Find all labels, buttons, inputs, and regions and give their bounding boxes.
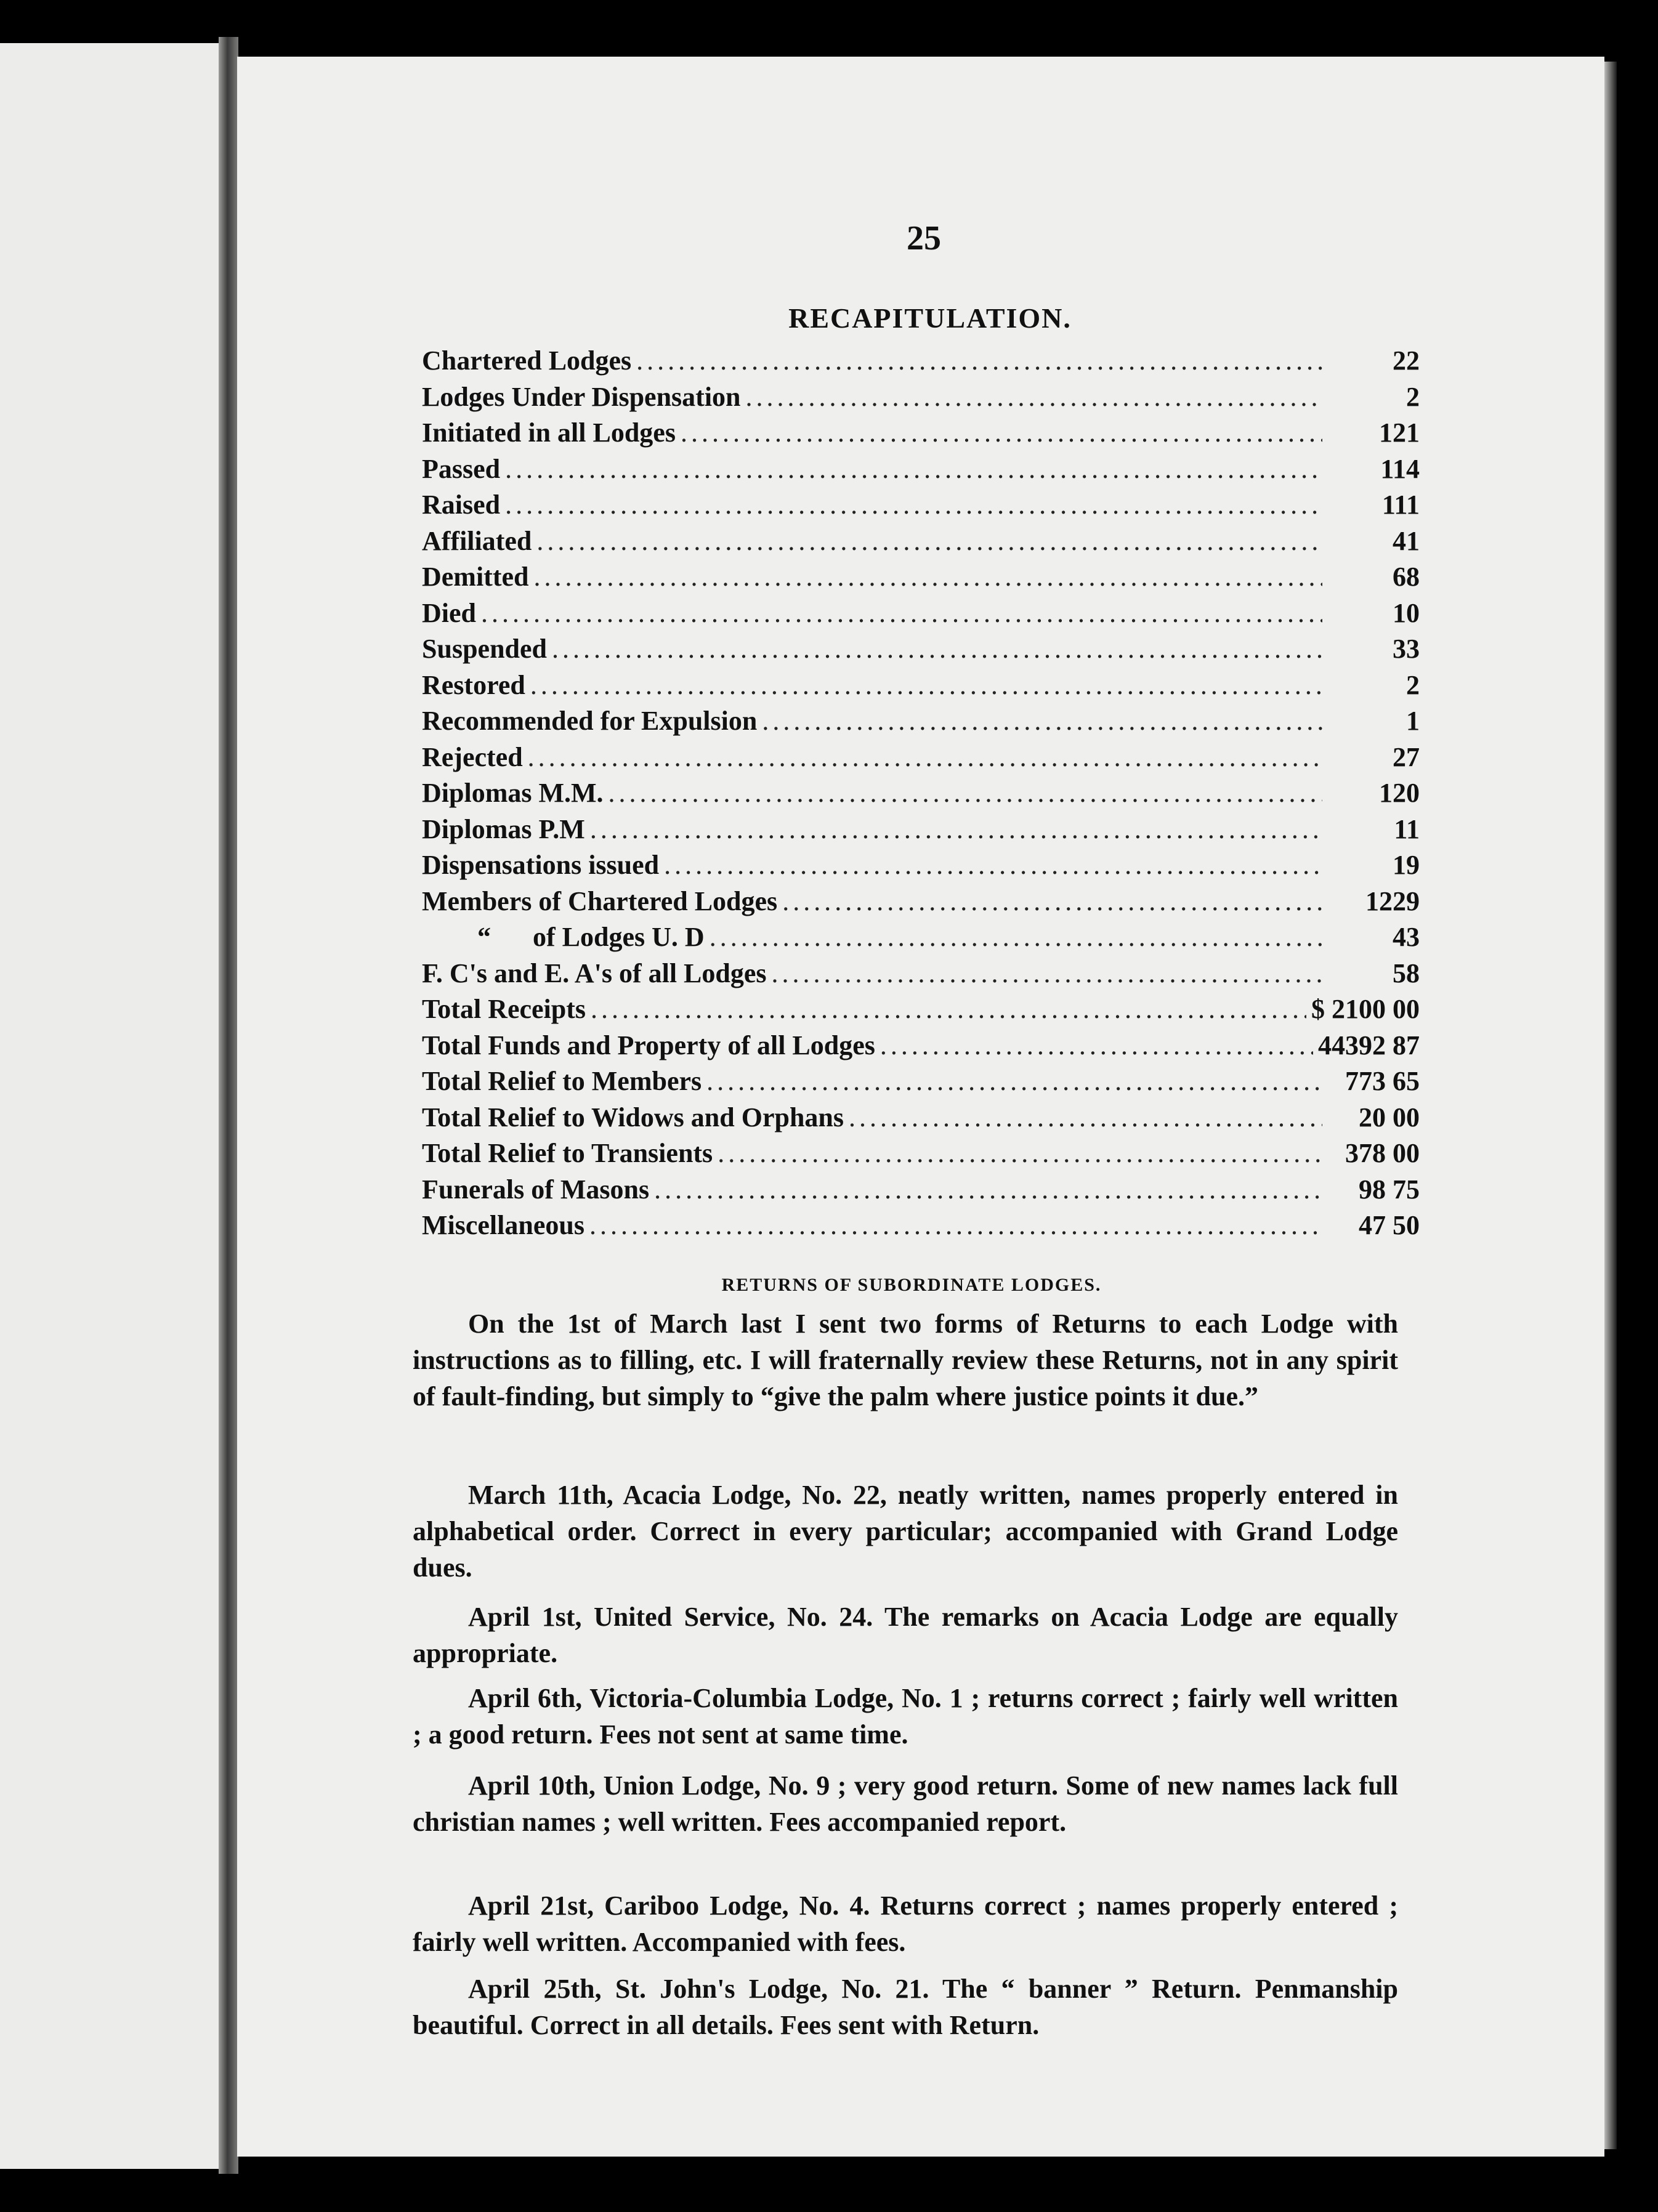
recap-row [422, 561, 1420, 597]
recap-label: F. C's and E. A's of all Lodges [422, 958, 767, 988]
dot-leader [505, 489, 1322, 520]
recap-row [422, 921, 1420, 958]
recap-label: Rejected [422, 741, 523, 772]
recap-label: Affiliated [422, 525, 532, 556]
recap-label: Restored [422, 669, 525, 700]
recap-label: of Lodges U. D [533, 922, 705, 952]
recap-value: $ 2100 00 [1311, 994, 1420, 1024]
paragraph: April 21st, Cariboo Lodge, No. 4. Returns correct ; names properly entered ; fairly well written. Accompanied with fees. [413, 1891, 1398, 1957]
recap-label: Miscellaneous [422, 1210, 584, 1240]
section-title: RECAPITULATION. [788, 302, 1072, 334]
recap-row [422, 453, 1420, 490]
recap-label: Initiated in all Lodges [422, 418, 676, 448]
returns-section-title: RETURNS OF SUBORDINATE LODGES. [721, 1275, 1102, 1295]
recap-label: Diplomas M.M. [422, 778, 604, 808]
recap-value: 98 75 [1359, 1174, 1420, 1205]
recap-row [422, 741, 1420, 778]
paragraph: March 11th, Acacia Lodge, No. 22, neatly written, names properly entered in alphabetical order. Correct in every particular; accompanied with Grand Lodge dues. [413, 1480, 1398, 1583]
recap-value: 20 00 [1359, 1102, 1420, 1132]
dot-leader [534, 561, 1323, 592]
recap-label: Recommended for Expulsion [422, 706, 758, 736]
page-edge-shadow [1604, 62, 1617, 2149]
dot-leader [762, 705, 1322, 737]
recap-label: Diplomas P.M [422, 813, 585, 844]
recap-label: Suspended [422, 634, 548, 664]
recapitulation-table [422, 345, 1420, 1246]
recap-label: Total Funds and Property of all Lodges [422, 1030, 875, 1060]
recap-row [422, 993, 1420, 1030]
dot-leader [528, 741, 1322, 773]
recap-row [422, 669, 1420, 706]
dot-leader [481, 597, 1322, 629]
recap-row [422, 525, 1420, 562]
recap-value: 121 [1379, 418, 1420, 448]
recap-label: Lodges Under Dispensation [422, 381, 741, 412]
recap-row [422, 633, 1420, 669]
recap-value: 11 [1394, 813, 1420, 844]
paragraph: April 25th, St. John's Lodge, No. 21. The “ banner ” Return. Penmanship beautiful. Correct in all details. Fees sent with Return. [413, 1974, 1398, 2040]
dot-leader [782, 886, 1322, 917]
recap-label: Passed [422, 453, 501, 484]
recap-row [422, 489, 1420, 525]
recap-value: 114 [1380, 453, 1420, 484]
recap-row [422, 1137, 1420, 1174]
recap-label: Raised [422, 490, 501, 520]
recap-label: Total Relief to Transients [422, 1138, 713, 1168]
recap-row [422, 813, 1420, 850]
recap-value: 378 00 [1345, 1138, 1420, 1168]
dot-leader [530, 669, 1322, 701]
ditto-mark: “ [477, 922, 491, 952]
recap-value: 47 50 [1359, 1210, 1420, 1240]
recap-row [422, 345, 1420, 381]
dot-leader [505, 453, 1322, 485]
dot-leader [636, 345, 1322, 376]
recap-row [422, 958, 1420, 994]
recap-label: Died [422, 597, 476, 628]
recap-row [422, 705, 1420, 741]
dot-leader [536, 525, 1322, 557]
dot-leader [706, 1065, 1322, 1097]
dot-leader [609, 777, 1322, 809]
recap-row [422, 849, 1420, 886]
recap-label: Total Relief to Members [422, 1066, 702, 1096]
paragraph: On the 1st of March last I sent two forms of Returns to each Lodge with instructions as to filling, etc. I will fraternally review these Returns, not in any spirit of fault-finding, but simply to “give the palm where justice points it due.” [413, 1309, 1398, 1411]
recap-row [422, 381, 1420, 418]
dot-leader [710, 921, 1322, 953]
dot-leader [664, 849, 1322, 881]
recap-value: 2 [1406, 381, 1420, 412]
paragraph: April 10th, Union Lodge, No. 9 ; very good return. Some of new names lack full christian names ; well written. Fees accompanied report. [413, 1770, 1398, 1837]
recap-value: 41 [1393, 525, 1420, 556]
recap-value: 44392 87 [1318, 1030, 1420, 1060]
recap-value: 773 65 [1345, 1066, 1420, 1096]
recap-value: 58 [1393, 958, 1420, 988]
dot-leader [589, 1209, 1322, 1241]
dot-leader [772, 958, 1322, 989]
paragraph: April 1st, United Service, No. 24. The remarks on Acacia Lodge are equally appropriate. [413, 1602, 1398, 1668]
recap-row [422, 777, 1420, 813]
recap-value: 43 [1393, 922, 1420, 952]
recap-value: 22 [1393, 345, 1420, 376]
recap-label: Chartered Lodges [422, 345, 632, 376]
recap-label: Total Receipts [422, 994, 586, 1024]
dot-leader [590, 813, 1322, 845]
recap-row [422, 597, 1420, 634]
page-number: 25 [907, 219, 941, 257]
recap-value: 1 [1406, 706, 1420, 736]
recap-row [422, 1030, 1420, 1066]
recap-row [422, 1174, 1420, 1210]
recap-value: 19 [1393, 850, 1420, 880]
recap-row [422, 886, 1420, 922]
dot-leader [718, 1137, 1322, 1169]
left-page [0, 43, 222, 2169]
book-gutter [219, 37, 238, 2174]
recap-label: Funerals of Masons [422, 1174, 650, 1205]
dot-leader [654, 1174, 1322, 1205]
recap-row [422, 417, 1420, 453]
recap-label: Dispensations issued [422, 850, 660, 880]
recap-value: 111 [1381, 490, 1420, 520]
recap-value: 2 [1406, 669, 1420, 700]
recap-value: 68 [1393, 562, 1420, 592]
recap-value: 33 [1393, 634, 1420, 664]
recap-label: Demitted [422, 562, 529, 592]
recap-row [422, 1065, 1420, 1102]
dot-leader [552, 633, 1322, 664]
recap-value: 27 [1393, 741, 1420, 772]
recap-value: 1229 [1365, 886, 1420, 916]
dot-leader [880, 1030, 1313, 1061]
recap-label: Members of Chartered Lodges [422, 886, 778, 916]
recap-row [422, 1209, 1420, 1246]
paragraph: April 6th, Victoria-Columbia Lodge, No. 1 ; returns correct ; fairly well written ; a good return. Fees not sent at same time. [413, 1683, 1398, 1750]
recap-label: Total Relief to Widows and Orphans [422, 1102, 844, 1132]
dot-leader [681, 417, 1322, 448]
recap-value: 10 [1393, 597, 1420, 628]
recap-value: 120 [1379, 778, 1420, 808]
dot-leader [591, 993, 1306, 1025]
dot-leader [746, 381, 1322, 413]
dot-leader [849, 1102, 1322, 1133]
recap-row [422, 1102, 1420, 1138]
